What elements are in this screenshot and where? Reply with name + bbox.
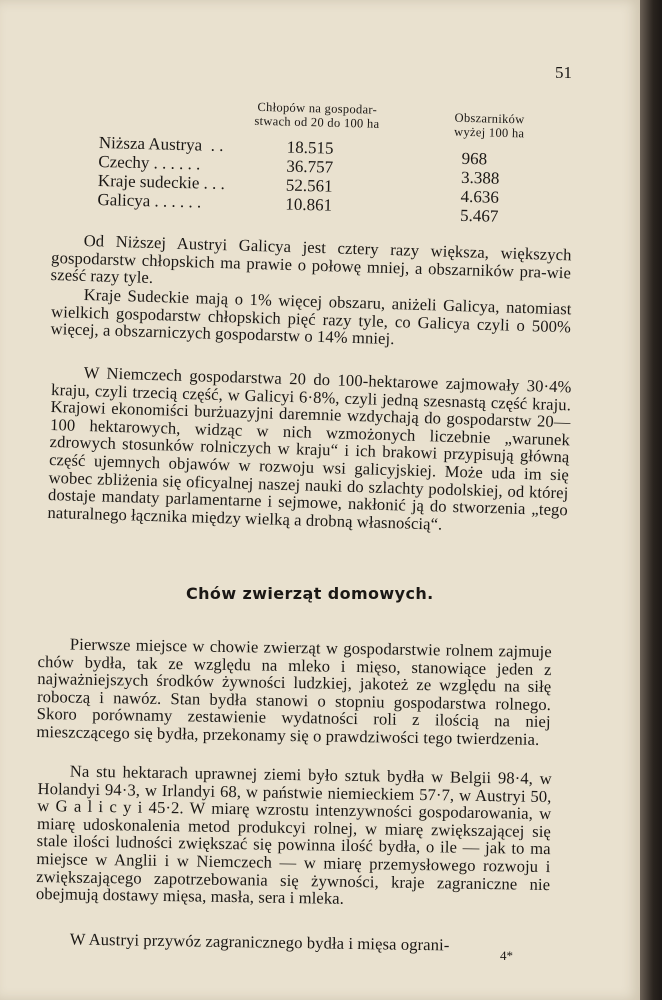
statistics-table: [97, 96, 540, 227]
paragraph: Od Niższej Austryi Galicya jest cztery razy większa, większych gospodarstw chłopskich ma prawie o połowę mniej, a obszarników pra-wie sześć razy tyle.: [50, 230, 572, 287]
page-number: 51: [555, 63, 572, 82]
row-name: Czechy . . . . . .: [98, 151, 201, 174]
section-heading: Chów zwierząt domowych.: [186, 584, 434, 603]
book-page-edge: [640, 0, 662, 1000]
paragraph: Kraje Sudeckie mają o 1% więcej obszaru, aniżeli Galicya, natomiast wielkich gospodarstw chłopskich pięć razy tyle, co Galicya czyli o 500% więcej, a obszarniczych gospodarstw o 14% mniej.: [50, 284, 572, 348]
row-name: Galicya . . . . . .: [97, 189, 202, 212]
column-header-farmers: Chłopów na gospodar- stwach od 20 do 100 ha: [254, 99, 380, 131]
row-name: Kraje sudeckie . . .: [97, 170, 226, 194]
paragraph: Na stu hektarach uprawnej ziemi było sztuk bydła w Belgii 98·4, w Holandyi 94·3, w Irlandyi 68, w państwie niemieckiem 57·7, w Austryi 50, w G a l i c y i 45·2. W miarę wzrostu intenzywności gospodarowania, w miarę udoskonalenia metod produkcyi rolnej, w miarę zwiększającej się stale ilości ludności zwiększać się powinna ilość bydła, o ile — jak to ma miejsce w Anglii i w Niemczech — w miarę przemysłowego rozwoju i zwiększającego zapotrzebowania się żywności, kraje zagraniczne nie obejmują dostawy mięsa, masła, sera i mleka.: [35, 761, 552, 908]
paragraph: W Niemczech gospodarstwa 20 do 100-hektarowe zajmowały 30·4% kraju, czyli trzecią część, w Galicyi 6·8%, czyli jedną szesnastą część kraju. Krajowi ekonomiści burżuazyjni daremnie wzdychają do gospodarstw 20—100 hektarowych, widząc w nich wzmożonych liczebnie „warunek zdrowych stosunków rolniczych w kraju“ i ich brakowi przypisują główną część ujemnych objawów w rozwoju wsi galicyjskiej. Może uda im się wobec zbliżenia się oficyalnej naszej nauki do szlachty podolskiej, od której dostaje mandaty parlamentarne i sejmowe, nakłonić ją do stworzenia „tego naturalnego łącznika między wielką a drobną własnością“.: [47, 362, 572, 533]
farmers-value: 36.757: [286, 156, 334, 177]
row-name: Niższa Austrya . .: [98, 132, 224, 156]
farmers-value: 10.861: [285, 194, 333, 215]
landowners-value: 3.388: [460, 167, 500, 188]
signature-mark: 4*: [500, 948, 513, 963]
landowners-value: 4.636: [460, 186, 500, 207]
column-header-landowners: Obszarników wyżej 100 ha: [453, 110, 525, 141]
landowners-value: 968: [461, 148, 488, 169]
farmers-value: 18.515: [286, 137, 334, 158]
farmers-value: 52.561: [285, 175, 333, 196]
paragraph: Pierwsze miejsce w chowie zwierząt w gospodarstwie rolnem zajmuje chów bydła, tak ze względu na mleko i mięso, stanowiące jeden z najważniejszych środków żywności ludzkiej, jakoteż ze względu na siłę roboczą i nawóz. Stan bydła stanowi o stopniu gospodarstwa rolnego. Skoro porównamy zestawienie wydatności roli z ilością na niej mieszczącego się bydła, przekonamy się o prawdziwości tego twierdzenia.: [36, 634, 552, 749]
landowners-value: 5.467: [459, 205, 499, 226]
paragraph: W Austryi przywóz zagranicznego bydła i mięsa ograni-: [69, 929, 450, 955]
